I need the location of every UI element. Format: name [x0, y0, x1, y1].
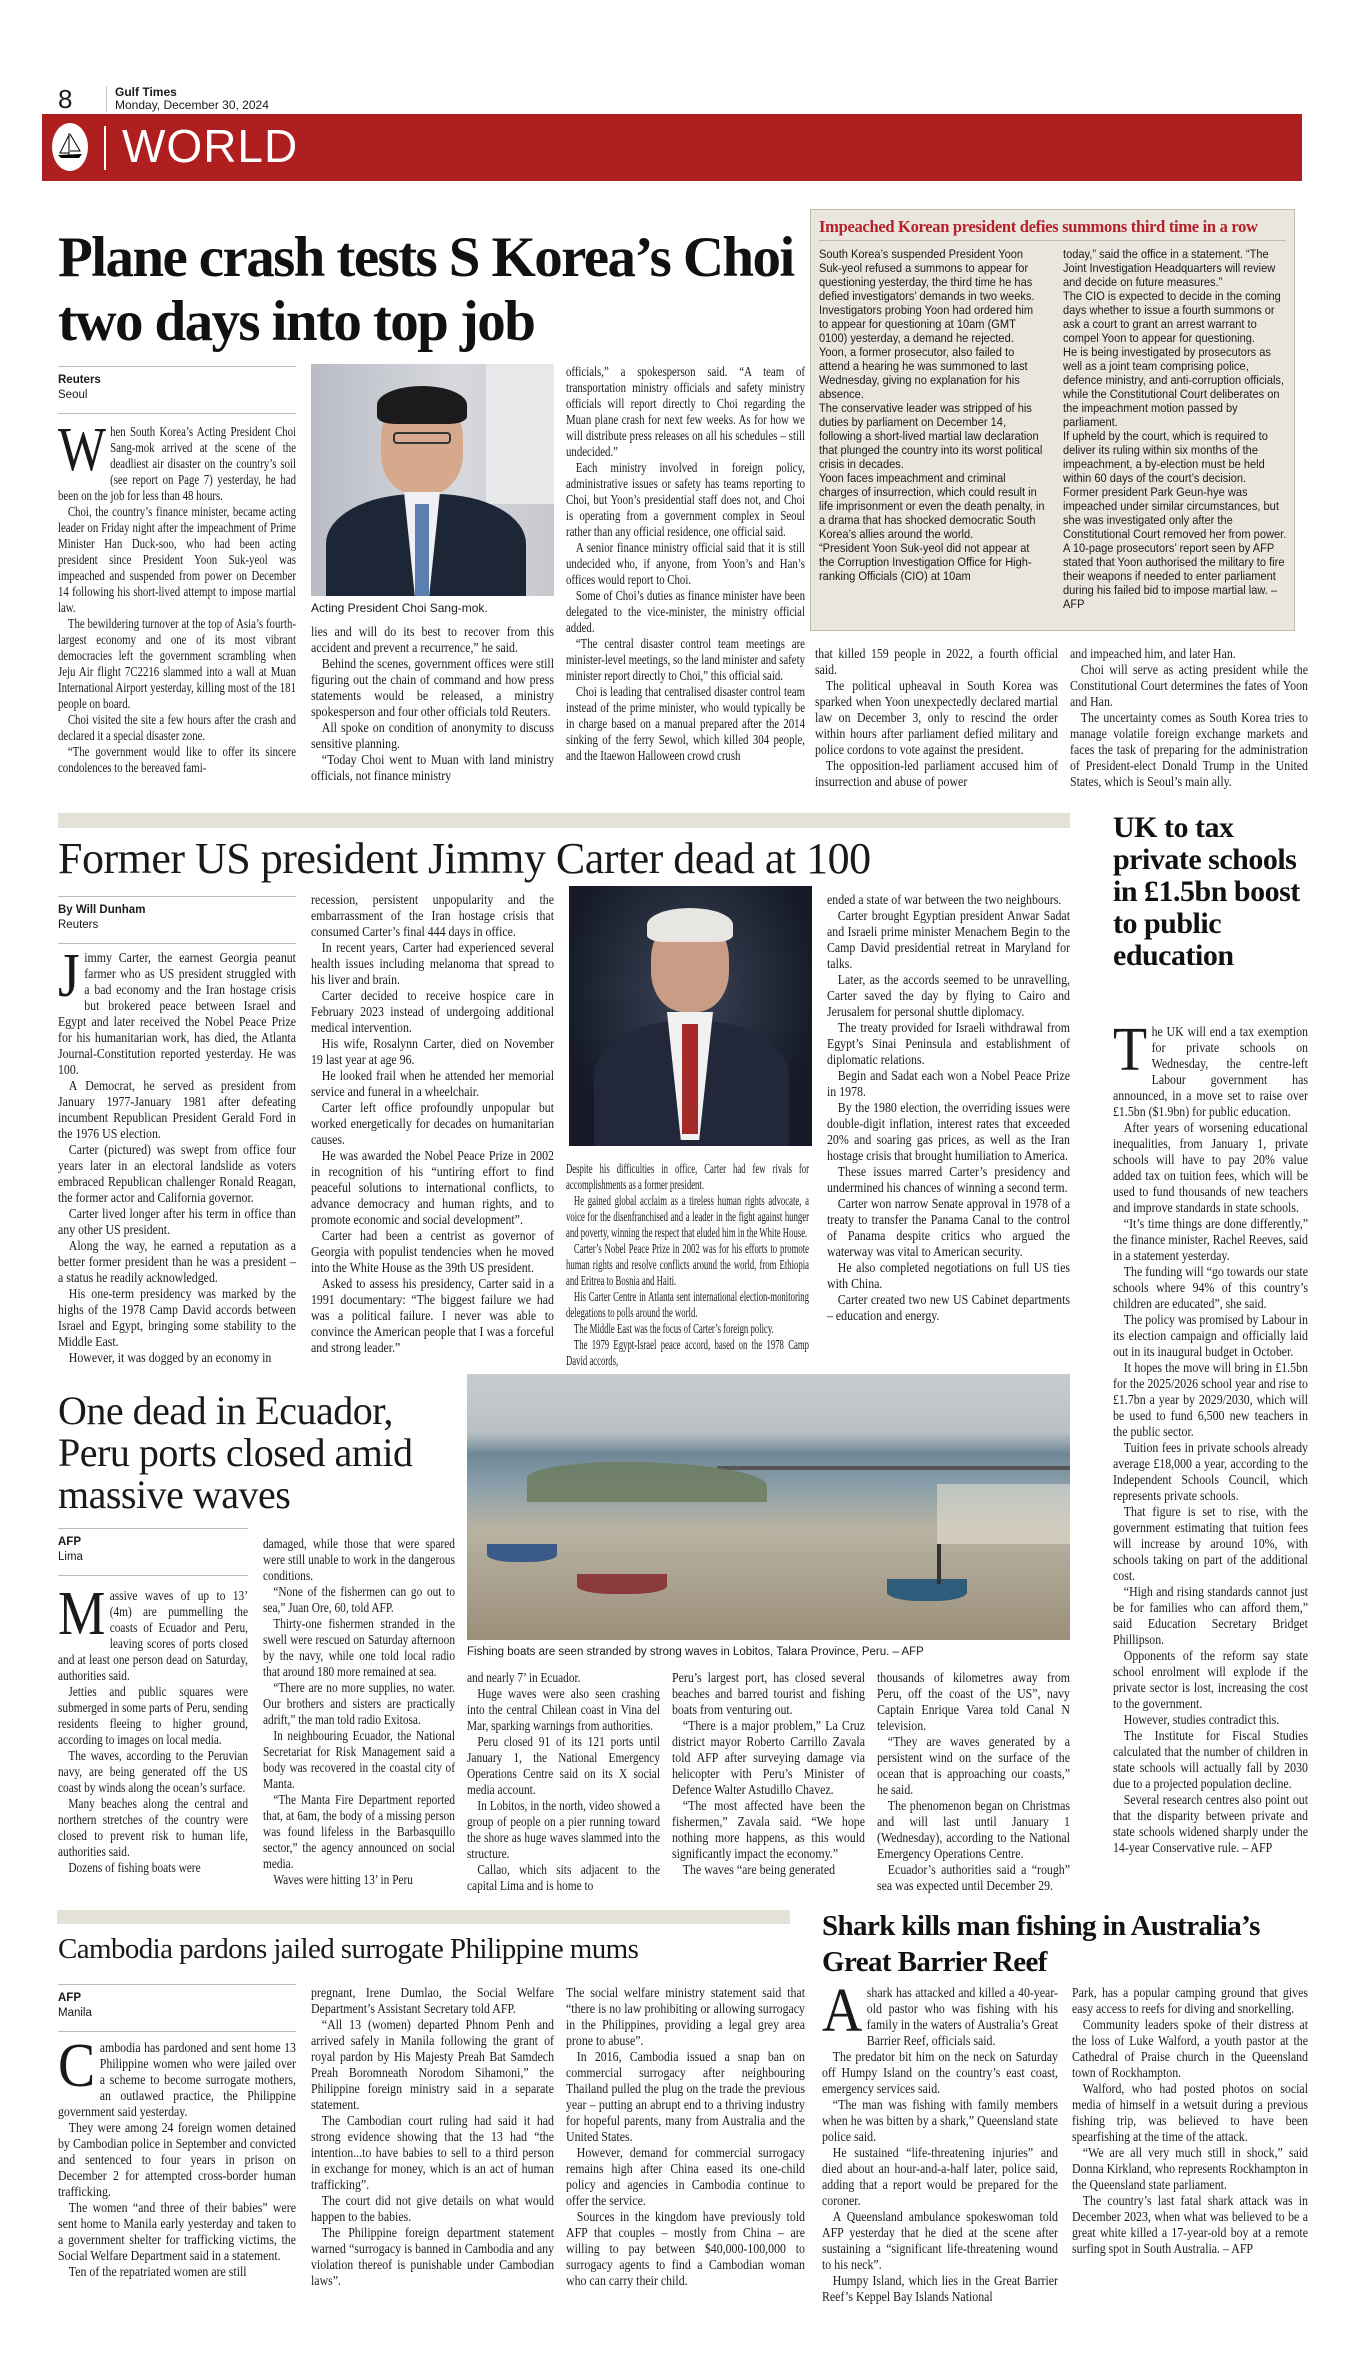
paragraph: A senior finance ministry official said that it is still undecided who, if anyone, from Yoon’s and Han’s offices would report to Choi. — [566, 540, 805, 587]
paragraph: Investigators probing Yoon had ordered him to appear for questioning at 10am (GMT 0100) yesterday, a demand he rejected. — [819, 303, 1034, 345]
paragraph: Thirty-one fishermen stranded in the swell were rescued on Saturday afternoon by the navy, while one told local radio that around 180 more remained at sea. — [263, 1616, 455, 1679]
paragraph: Huge waves were also seen crashing into the central Chilean coast in Vina del Mar, sparking warnings from authorities. — [467, 1686, 660, 1733]
paragraph: “It’s time things are done differently,” the finance minister, Rachel Reeves, said in a statement yesterday. — [1113, 1216, 1308, 1263]
paragraph: “There are no more supplies, no water. Our brothers and sisters are practically adrift,” the man told radio Exitosa. — [263, 1680, 455, 1727]
paragraph: The Philippine foreign department statement warned “surrogacy is banned in Cambodia and any violation thereof is punishable under Cambodian laws”. — [311, 2225, 554, 2288]
byline-ecuador — [58, 1528, 248, 1576]
ecuador-column-1 — [58, 1580, 248, 1904]
paragraph: lies and will do its best to recover from this accident and prevent a recurrence,” he said. — [311, 624, 554, 655]
paragraph: Ashark has attacked and killed a 40-year-old pastor who was fishing with his family in the waters of Australia’s Great Barrier Reef, officials said. — [822, 1977, 1058, 2048]
masthead — [106, 86, 269, 112]
paragraph: “Today Choi went to Muan with land ministry officials, not finance ministry — [311, 752, 554, 783]
paragraph: The conservative leader was stripped of his duties by parliament on December 14, following a short-lived martial law declaration that plunged the country into its worst political crisis in decades. — [819, 401, 1043, 471]
paragraph: and impeached him, and later Han. — [1070, 646, 1236, 661]
paragraph: pregnant, Irene Dumlao, the Social Welfare Department’s Assistant Secretary told AFP. — [311, 1985, 554, 2016]
paragraph: The uncertainty comes as South Korea tries to manage volatile foreign exchange markets and faces the task of preparing for the administration of President-elect Donald Trump in the United States, which is Seoul’s main ally. — [1070, 710, 1308, 789]
paragraph: Yoon, a former prosecutor, also failed to attend a hearing he was summoned to last Wednesday, giving no explanation for his absence. — [819, 345, 1028, 401]
paragraph: Carter decided to receive hospice care in February 2023 instead of undergoing additional medical intervention. — [311, 988, 554, 1035]
paragraph: The social welfare ministry statement said that “there is no law prohibiting or allowing surrogacy in the Philippines, providing a legal grey area prone to abuse”. — [566, 1985, 805, 2048]
paragraph: Carter’s Nobel Peace Prize in 2002 was for his efforts to promote human rights and resolve conflicts around the world, from Ethiopia and Eritrea to Bosnia and Haiti. — [566, 1241, 809, 1288]
box-column-2 — [1063, 247, 1289, 623]
byline-korea — [58, 366, 296, 414]
box-headline: Impeached Korean president defies summons third time in a row — [819, 217, 1258, 236]
paragraph: Carter left office profoundly unpopular but worked energetically for decades on humanitarian causes. — [311, 1100, 554, 1147]
korea-column-1 — [58, 416, 296, 790]
paragraph: Opponents of the reform say state school enrolment will explode if the private sector is lost, increasing the cost to the government. — [1113, 1648, 1308, 1711]
carter-column-1 — [58, 942, 296, 1368]
paragraph: In recent years, Carter had experienced several health issues including melanoma that spread to his liver and brain. — [311, 940, 554, 987]
paragraph: His wife, Rosalynn Carter, died on November 19 last year at age 96. — [311, 1036, 554, 1067]
paragraph: However, it was dogged by an economy in — [68, 1350, 272, 1365]
paragraph: Some of Choi’s duties as finance minister have been delegated to the vice-minister, the ministry official added. — [566, 588, 805, 635]
paper-name: Gulf Times — [115, 85, 177, 99]
photo-jimmy-carter — [569, 886, 812, 1146]
paragraph: officials,” a spokesperson said. “A team of transportation ministry officials and safety ministry officials will report directly to Choi regarding the Muan plane crash for next few weeks. As for how we will distribute press releases on all his schedules – still undecided.” — [566, 364, 805, 459]
korea-column-2 — [311, 624, 554, 790]
paragraph: “High and rising standards cannot just be for families who can afford them,” said Education Secretary Bridget Phillipson. — [1113, 1584, 1308, 1647]
paragraph: He is being investigated by prosecutors as well as a joint team comprising police, defence ministry, and anti-corruption officials, while the Constitutional Court deliberates on the impeachment motion passed by parliament. — [1063, 345, 1285, 429]
paragraph: Dozens of fishing boats were — [68, 1860, 201, 1875]
paragraph: A Democrat, he served as president from January 1977-January 1981 after defeating incumbent Republican President Gerald Ford in the 1976 US election. — [58, 1078, 296, 1141]
paragraph: By the 1980 election, the overriding issues were double-digit inflation, interest rates that exceeded 20% and soaring gas prices, as well as the Iran hostage crisis that brought humiliation to America. — [827, 1100, 1070, 1163]
ecuador-column-5 — [877, 1670, 1070, 1904]
paragraph: Sources in the kingdom have previously told AFP that couples – mostly from China – are willing to pay between $40,000-100,000 to surrogacy agents to find a Cambodian woman who can carry their child. — [566, 2209, 805, 2288]
dhow-logo-icon — [52, 123, 88, 171]
paragraph: Choi will serve as acting president while the Constitutional Court determines the fates of Yoon and Han. — [1070, 662, 1308, 709]
carter-column-3 — [566, 1161, 809, 1368]
dateline: Lima — [58, 1551, 83, 1563]
paragraph: His Carter Centre in Atlanta sent international election-monitoring delegations to polls around the world. — [566, 1289, 809, 1320]
agency: AFP — [58, 1992, 81, 2004]
photo-choi-sang-mok — [311, 364, 554, 596]
paragraph: A 10-page prosecutors’ report seen by AFP stated that Yoon authorised the military to fire their weapons if needed to enter parliament during his failed bid to impose martial law. – AFP — [1063, 541, 1285, 611]
korea-column-3 — [566, 364, 805, 790]
agency: Reuters — [58, 919, 99, 931]
paragraph: Begin and Sadat each won a Nobel Peace Prize in 1978. — [827, 1068, 1070, 1099]
paragraph: The waves, according to the Peruvian navy, are being generated off the US coast by winds along the ocean’s surface. — [58, 1748, 248, 1795]
paragraph: The political upheaval in South Korea was sparked when Yoon unexpectedly declared martial law on December 3, only to rescind the order within hours after parliament defied military and police cordons to vote against the president. — [815, 678, 1058, 757]
paragraph: Cambodia has pardoned and sent home 13 Philippine women who were jailed over a scheme to become surrogate mothers, an outlawed practice, the Philippine government said yesterday. — [58, 2032, 296, 2119]
paragraph: Tuition fees in private schools already average £18,000 a year, according to the Independent Schools Council, which represents private schools. — [1113, 1440, 1308, 1503]
byline-carter — [58, 896, 296, 944]
paragraph: Former president Park Geun-hye was impeached under similar circumstances, but she was investigated only after the Constitutional Court removed her from power. — [1063, 485, 1287, 541]
paragraph: Choi is leading that centralised disaster control team instead of the prime minister, who would typically be in charge based on a manual prepared after the 2014 sinking of the ferry Sewol, which killed 304 people, and the Itaewon Halloween crowd crush — [566, 684, 805, 763]
uk-column — [1113, 1016, 1308, 1946]
section-title: WORLD — [122, 120, 299, 172]
paragraph: The funding will “go towards our state schools where 94% of this country’s children are educated”, she said. — [1113, 1264, 1308, 1311]
sidebar-box-korea-summons — [810, 209, 1295, 631]
paragraph: The policy was promised by Labour in its election campaign and officially laid out in its inaugural budget in October. — [1113, 1312, 1308, 1359]
paragraph: The UK will end a tax exemption for private schools on Wednesday, the centre-left Labour government has announced, in a move set to raise over £1.5bn ($1.9bn) for public education. — [1113, 1016, 1308, 1119]
cambodia-column-2 — [311, 1985, 554, 2350]
paragraph: However, demand for commercial surrogacy remains high after China eased its one-child policy and agencies in Cambodia continue to offer the service. — [566, 2145, 805, 2208]
paragraph: Despite his difficulties in office, Carter had few rivals for accomplishments as a former president. — [566, 1161, 809, 1192]
paragraph: and nearly 7’ in Ecuador. — [467, 1670, 581, 1685]
paragraph: After years of worsening educational inequalities, from January 1, private schools will have to pay 20% value added tax on tuition fees, which will be used to fund thousands of new teachers and improve standards in state schools. — [1113, 1120, 1308, 1215]
paragraph: Carter brought Egyptian president Anwar Sadat and Israeli prime minister Menachem Begin to the Camp David presidential retreat in Maryland for talks. — [827, 908, 1070, 971]
ecuador-column-4 — [672, 1670, 865, 1904]
paragraph: The CIO is expected to decide in the coming days whether to issue a fourth summons or ask a court to grant an arrest warrant to compel Yoon to appear for questioning. — [1063, 289, 1281, 345]
shark-column-2 — [1072, 1985, 1308, 2350]
photo-lobitos-boats — [467, 1374, 1070, 1640]
paragraph: Community leaders spoke of their distress at the loss of Luke Walford, a youth pastor at the Cathedral of Praise church in the Queensland town of Rockhampton. — [1072, 2017, 1308, 2080]
paragraph: When South Korea’s Acting President Choi Sang-mok arrived at the scene of the deadliest air disaster on the country’s soil (see report on Page 7) yesterday, he had been on the job for less than 48 hours. — [58, 416, 296, 503]
carter-column-2 — [311, 892, 554, 1368]
paragraph: Waves were hitting 13’ in Peru — [273, 1872, 413, 1887]
paragraph: The opposition-led parliament accused him of insurrection and abuse of power — [815, 758, 1058, 789]
paragraph: His one-term presidency was marked by the highs of the 1978 Camp David accords between Israel and Egypt, bringing some stability to the Middle East. — [58, 1286, 296, 1349]
paragraph: Ecuador’s authorities said a “rough” sea was expected until December 29. — [877, 1862, 1070, 1893]
paragraph: “All 13 (women) departed Phnom Penh and arrived safely in Manila following the grant of royal pardon by His Majesty Preah Bat Samdech Preah Boromneath Norodom Sihamoni,” the Philippine foreign ministry said in a separate statement. — [311, 2017, 554, 2112]
paragraph: He was awarded the Nobel Peace Prize in 2002 in recognition of his “untiring effort to find peaceful solutions to international conflicts, to advance democracy and human rights, and to promote economic and social development”. — [311, 1148, 554, 1227]
headline-cambodia: Cambodia pardons jailed surrogate Philippine mums — [58, 1933, 639, 1965]
dateline: Seoul — [58, 389, 88, 401]
headline-carter: Former US president Jimmy Carter dead at 100 — [58, 834, 871, 883]
paragraph: The country’s last fatal shark attack was in December 2023, when what was believed to be a great white killed a 17-year-old boy at a remote surfing spot in South Australia. – AFP — [1072, 2193, 1308, 2256]
paragraph: South Korea’s suspended President Yoon Suk-yeol refused a summons to appear for questioning yesterday, the third time he has defied investigators’ demands in two weeks. — [819, 247, 1035, 303]
paragraph: In 2016, Cambodia issued a snap ban on commercial surrogacy after neighbouring Thailand pulled the plug on the trade the previous year – putting an abrupt end to a thriving industry for hopeful parents, many from Australia and the United States. — [566, 2049, 805, 2144]
paragraph: The court did not give details on what would happen to the babies. — [311, 2193, 554, 2224]
section-bar — [57, 1910, 790, 1924]
paragraph: “The Manta Fire Department reported that, at 6am, the body of a missing person was found lifeless in the Barbasquillo sector,” the agency announced on social media. — [263, 1792, 455, 1871]
paragraph: Many beaches along the central and northern stretches of the country were closed to prevent risk to human life, authorities said. — [58, 1796, 248, 1859]
paragraph: Peru’s largest port, has closed several beaches and barred tourist and fishing boats from venturing out. — [672, 1670, 865, 1717]
paragraph: Later, as the accords seemed to be unravelling, Carter saved the day by flying to Cairo and Jerusalem for personal shuttle diplomacy. — [827, 972, 1070, 1019]
page-number: 8 — [58, 84, 73, 114]
box-divider — [819, 240, 1286, 241]
headline-shark: Shark kills man fishing in Australia’s Great Barrier Reef — [822, 1910, 1260, 1978]
paragraph: “The central disaster control team meetings are minister-level meetings, so the land minister and safety minister report directly to Choi,” this official said. — [566, 636, 805, 683]
paragraph: Several research centres also point out that the disparity between private and state schools widened sharply under the 14-year Conservative rule. – AFP — [1113, 1792, 1308, 1855]
paragraph: Jetties and public squares were submerged in some parts of Peru, sending residents fleeing to higher ground, according to images on local media. — [58, 1684, 248, 1747]
shark-column-1 — [822, 1977, 1058, 2350]
paragraph: Yoon faces impeachment and criminal charges of insurrection, which could result in life imprisonment or even the death penalty, in a drama that has shocked democratic South Korea’s allies around the world. — [819, 471, 1045, 541]
dateline: Manila — [58, 2007, 92, 2019]
paragraph: The bewildering turnover at the top of Asia’s fourth-largest economy and one of its most vibrant democracies left the government scrambling when Jeju Air flight 7C2216 slammed into a wall at Muan International Airport yesterday, killing most of the 181 people on board. — [58, 616, 296, 711]
paragraph: “None of the fishermen can go out to sea,” Juan Ore, 60, told AFP. — [263, 1584, 455, 1615]
paragraph: Along the way, he earned a reputation as a better former president than he was a president – a status he readily acknowledged. — [58, 1238, 296, 1285]
cambodia-column-3 — [566, 1985, 805, 2350]
agency: AFP — [58, 1536, 81, 1548]
paragraph: “The most affected have been the fishermen,” Zavala said. “We hope nothing more happens, as this would significantly impact the economy.” — [672, 1798, 865, 1861]
paragraph: All spoke on condition of anonymity to discuss sensitive planning. — [311, 720, 554, 751]
paragraph: Carter won narrow Senate approval in 1978 of a treaty to transfer the Panama Canal to the control of Panama despite critics who argued the waterway was vital to American security. — [827, 1196, 1070, 1259]
cambodia-column-1 — [58, 2032, 296, 2350]
paragraph: “There is a major problem,” La Cruz district mayor Roberto Carrillo Zavala told AFP after surveying damage via helicopter with Peru’s Minister of Defence Walter Astudillo Chavez. — [672, 1718, 865, 1797]
paragraph: Carter lived longer after his term in office than any other US president. — [58, 1206, 296, 1237]
paragraph: However, studies contradict this. — [1123, 1712, 1280, 1727]
paragraph: They were among 24 foreign women detained by Cambodian police in September and convicted and sentenced to four years in prison on December 2 for attempted cross-border human trafficking. — [58, 2120, 296, 2199]
paragraph: In neighbouring Ecuador, the National Secretariat for Risk Management said a body was recovered in the coastal city of Manta. — [263, 1728, 455, 1791]
paragraph: If upheld by the court, which is required to deliver its ruling within six months of the impeachment, a by-election must be held within 60 days of the court’s decision. — [1063, 429, 1268, 485]
paragraph: Each ministry involved in foreign policy, administrative issues or safety has teams reporting to Choi, but Yoon’s presidential staff does not, and Choi is operating from a government complex in Seoul rather than any official residence, one official said. — [566, 460, 805, 539]
paragraph: The predator bit him on the neck on Saturday off Humpy Island on the country’s east coast, emergency services said. — [822, 2049, 1058, 2096]
paragraph: today,” said the office in a statement. “The Joint Investigation Headquarters will review and decide on future measures.” — [1063, 247, 1276, 289]
paragraph: The Institute for Fiscal Studies calculated that the number of children in state schools will actually fall by 2030 due to a projected population decline. — [1113, 1728, 1308, 1791]
paragraph: damaged, while those that were spared were still unable to work in the dangerous conditions. — [263, 1536, 455, 1583]
paragraph: He sustained “life-threatening injuries” and died about an hour-and-a-half later, police said, adding that a report would be prepared for the coroner. — [822, 2145, 1058, 2208]
paragraph: that killed 159 people in 2022, a fourth official said. — [815, 646, 1058, 677]
paragraph: The phenomenon began on Christmas and will last until January 1 (Wednesday), according to the National Emergency Operations Centre. — [877, 1798, 1070, 1861]
paragraph: Choi, the country’s finance minister, became acting leader on Friday night after the impeachment of Prime Minister Han Duck-soo, who had been acting president since President Yoon Suk-yeol was impeached and suspended from power on December 14 following his short-lived attempt to impose martial law. — [58, 504, 296, 615]
photo-caption-korea: Acting President Choi Sang-mok. — [311, 601, 488, 615]
paragraph: “We are all very much still in shock,” said Donna Kirkland, who represents Rockhampton in the Queensland state parliament. — [1072, 2145, 1309, 2192]
paragraph: In Lobitos, in the north, video showed a group of people on a pier running toward the shore as huge waves slammed into the structure. — [467, 1798, 660, 1861]
paragraph: ended a state of war between the two neighbours. — [827, 892, 1062, 907]
paragraph: “The government would like to offer its sincere condolences to the bereaved fami- — [58, 744, 296, 775]
paragraph: Walford, who had posted photos on social media of himself in a wetsuit during a previous fishing trip, was believed to have been spearfishing at the time of the attack. — [1072, 2081, 1308, 2144]
photo-caption-ecuador: Fishing boats are seen stranded by strong waves in Lobitos, Talara Province, Peru. – AFP — [467, 1646, 924, 1658]
section-bar — [58, 813, 1070, 828]
korea-column-4 — [815, 646, 1058, 790]
paragraph: Carter created two new US Cabinet departments – education and energy. — [827, 1292, 1070, 1323]
paragraph: Choi visited the site a few hours after the crash and declared it a special disaster zone. — [58, 712, 296, 743]
paragraph: recession, persistent unpopularity and the embarrassment of the Iran hostage crisis that consumed Carter’s final 444 days in office. — [311, 892, 554, 939]
paragraph: Peru closed 91 of its 121 ports until January 1, the National Emergency Operations Centre said on its X social media account. — [467, 1734, 660, 1797]
paragraph: Behind the scenes, government offices were still figuring out the chain of command and how press statements would be released, a ministry spokesperson and four other officials told Reuters. — [311, 656, 554, 719]
banner-divider — [104, 126, 106, 170]
paragraph: “President Yoon Suk-yeol did not appear at the Corruption Investigation Office for High-ranking Officials (CIO) at 10am — [819, 541, 1032, 583]
paragraph: Humpy Island, which lies in the Great Barrier Reef’s Keppel Bay Islands National — [822, 2273, 1058, 2304]
paragraph: The women “and three of their babies” were sent home to Manila early yesterday and taken to a government shelter for trafficking victims, the Social Welfare Department said in a statement. — [58, 2200, 296, 2263]
paragraph: These issues marred Carter’s presidency and undermined his chances of winning a second term. — [827, 1164, 1070, 1195]
box-column-1 — [819, 247, 1045, 623]
paragraph: Callao, which sits adjacent to the capital Lima and is home to — [467, 1862, 660, 1893]
paragraph: He also completed negotiations on full US ties with China. — [827, 1260, 1070, 1291]
author: By Will Dunham — [58, 904, 146, 916]
paragraph: He gained global acclaim as a tireless human rights advocate, a voice for the disenfranchised and a leader in the fight against hunger and poverty, winning the respect that eluded him in the White House. — [566, 1193, 809, 1240]
paragraph: Carter (pictured) was swept from office four years later in an electoral landslide as voters embraced Republican challenger Ronald Reagan, the former actor and California governor. — [58, 1142, 296, 1205]
carter-column-4 — [827, 892, 1070, 1368]
paragraph: thousands of kilometres away from Peru, off the coast of the US”, navy Captain Enrique Varea told Canal N television. — [877, 1670, 1070, 1733]
korea-column-5 — [1070, 646, 1308, 790]
paragraph: It hopes the move will bring in £1.5bn for the 2025/2026 school year and rise to £1.7bn a year by 2029/2030, which will be used to fund 6,500 new teachers in the public sector. — [1113, 1360, 1308, 1439]
byline-cambodia — [58, 1984, 296, 2032]
headline-ecuador: One dead in Ecuador, Peru ports closed amid massive waves — [58, 1388, 413, 1517]
paragraph: He looked frail when he attended her memorial service and funeral in a wheelchair. — [311, 1068, 554, 1099]
paragraph: Carter had been a centrist as governor of Georgia with populist tendencies when he moved into the White House as the 39th US president. — [311, 1228, 554, 1275]
headline-uk-schools: UK to tax private schools in £1.5bn boost to public education — [1113, 811, 1300, 972]
paragraph: Ten of the repatriated women are still — [68, 2264, 247, 2279]
paragraph: “The man was fishing with family members when he was bitten by a shark,” Queensland state police said. — [822, 2097, 1058, 2144]
paragraph: A Queensland ambulance spokeswoman told AFP yesterday that he died at the scene after sustaining a “significant life-threatening wound to his neck”. — [822, 2209, 1058, 2272]
agency: Reuters — [58, 374, 101, 386]
issue-date: Monday, December 30, 2024 — [115, 98, 269, 112]
ecuador-column-2 — [263, 1536, 455, 1904]
paragraph: Park, has a popular camping ground that gives easy access to reefs for diving and snorkelling. — [1072, 1985, 1308, 2016]
headline-korea: Plane crash tests S Korea’s Choi two days into top job — [58, 226, 794, 353]
paragraph: The waves “are being generated — [682, 1862, 836, 1877]
paragraph: The treaty provided for Israeli withdrawal from Egypt’s Sinai Peninsula and establishment of diplomatic relations. — [827, 1020, 1070, 1067]
paragraph: The 1979 Egypt-Israel peace accord, based on the 1978 Camp David accords, — [566, 1337, 809, 1368]
paragraph: The Middle East was the focus of Carter’s foreign policy. — [573, 1321, 774, 1336]
section-banner — [42, 114, 1302, 181]
paragraph: Asked to assess his presidency, Carter said in a 1991 documentary: “The biggest failure we had was a political failure. I never was able to convince the American people that I was a forceful and strong leader.” — [311, 1276, 554, 1355]
paragraph: “They are waves generated by a persistent wind on the surface of the ocean that is approaching our coasts,” he said. — [877, 1734, 1070, 1797]
paragraph: That figure is set to rise, with the government estimating that tuition fees will increase by around 10%, with schools taking on part of the additional cost. — [1113, 1504, 1308, 1583]
ecuador-column-3 — [467, 1670, 660, 1904]
paragraph: Jimmy Carter, the earnest Georgia peanut farmer who as US president struggled with a bad economy and the Iran hostage crisis but brokered peace between Israel and Egypt and later received the Nobel Peace Prize for his humanitarian work, has died, the Atlanta Journal-Constitution reported yesterday. He was 100. — [58, 942, 296, 1077]
paragraph: The Cambodian court ruling had said it had strong evidence showing that the 13 had “the intention...to have babies to sell to a third person in exchange for money, which is an act of human trafficking”. — [311, 2113, 554, 2192]
paragraph: Massive waves of up to 13’ (4m) are pummelling the coasts of Ecuador and Peru, leaving scores of ports closed and at least one person dead on Saturday, authorities said. — [58, 1580, 248, 1683]
